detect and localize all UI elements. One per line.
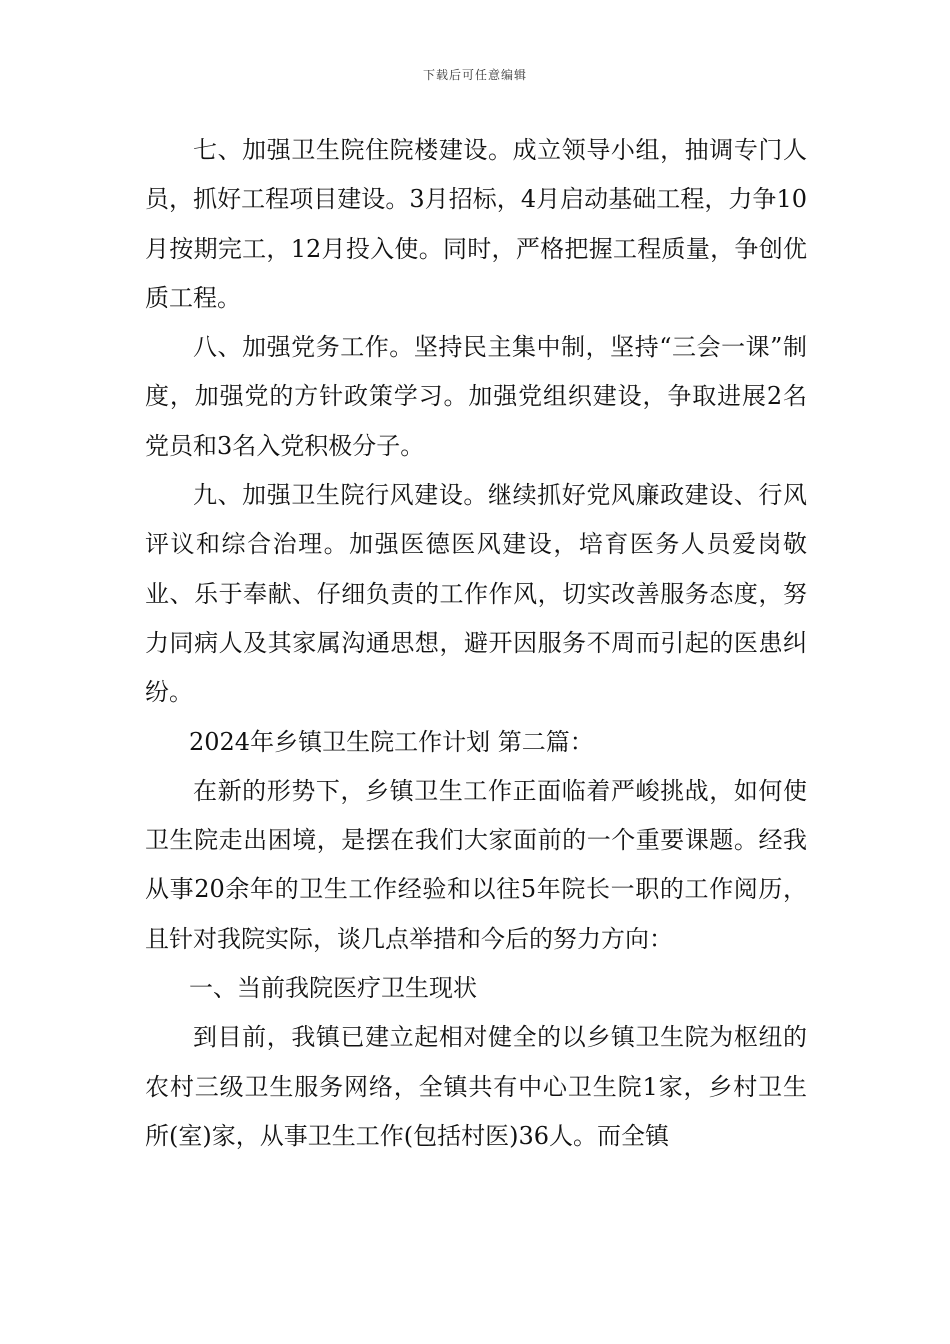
header-note: 下载后可任意编辑 xyxy=(422,68,527,82)
section-heading: 一、当前我院医疗卫生现状 xyxy=(189,974,477,1003)
document-body xyxy=(145,126,807,1161)
paragraph-current-status: 到目前，我镇已建立起相对健全的以乡镇卫生院为枢纽的农村三级卫生服务网络，全镇共有中心卫生院1家，乡村卫生所(室)家，从事卫生工作(包括村医)36人。而全镇 xyxy=(145,1023,807,1150)
paragraph-section-9: 九、加强卫生院行风建设。继续抓好党风廉政建设、行风评议和综合治理。加强医德医风建设，培育医务人员爱岗敬业、乐于奉献、仔细负责的工作作风，切实改善服务态度，努力同病人及其家属沟通思想，避开因服务不周而引起的医患纠纷。 xyxy=(145,481,807,707)
paragraph-section-7: 七、加强卫生院住院楼建设。成立领导小组，抽调专门人员，抓好工程项目建设。3月招标，4月启动基础工程，力争10月按期完工，12月投入使。同时，严格把握工程质量，争创优质工程。 xyxy=(145,136,807,312)
paragraph-section-8: 八、加强党务工作。坚持民主集中制，坚持“三会一课”制度，加强党的方针政策学习。加强党组织建设，争取进展2名党员和3名入党积极分子。 xyxy=(145,333,807,460)
chapter-heading: 2024年乡镇卫生院工作计划 第二篇： xyxy=(189,727,594,756)
paragraph-intro: 在新的形势下，乡镇卫生工作正面临着严峻挑战，如何使卫生院走出困境，是摆在我们大家面前的一个重要课题。经我从事20余年的卫生工作经验和以往5年院长一职的工作阅历，且针对我院实际，谈几点举措和今后的努力方向： xyxy=(145,776,807,953)
